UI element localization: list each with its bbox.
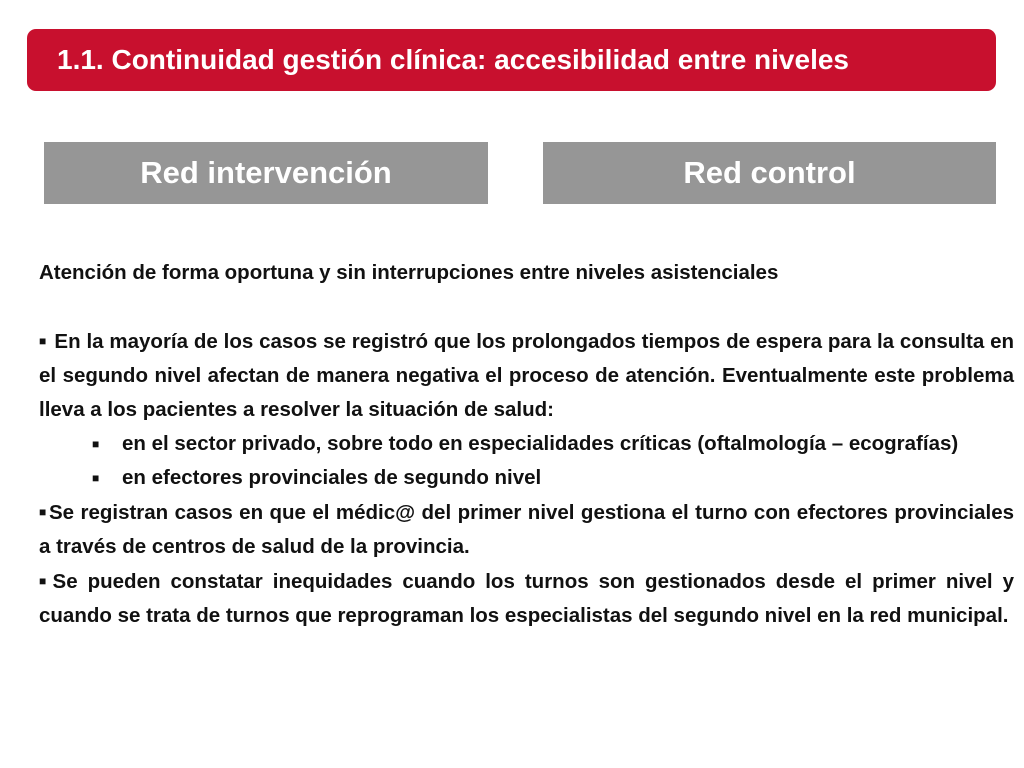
square-bullet-icon: ■ — [92, 471, 100, 485]
square-bullet-icon: ■ — [39, 505, 47, 519]
square-bullet-icon: ■ — [92, 437, 100, 451]
paragraph-3 — [39, 564, 1014, 633]
paragraph-3-text: Se pueden constatar inequidades cuando los turnos son gestionados desde el primer nivel y cuando se trata de turnos que reprograman los especialistas del segundo nivel en la red municipal. — [39, 570, 1015, 627]
sub-item-1-text: en el sector privado, sobre todo en especialidades críticas (oftalmología – ecografías) — [122, 432, 959, 455]
tab-red-intervencion[interactable]: Red intervención — [44, 142, 488, 204]
square-bullet-icon: ■ — [39, 334, 47, 348]
sub-item-2 — [39, 461, 1014, 495]
sub-item-1 — [39, 427, 1014, 461]
section-heading: Atención de forma oportuna y sin interrupciones entre niveles asistenciales — [39, 261, 779, 284]
paragraph-2-text: Se registran casos en que el médic@ del primer nivel gestiona el turno con efectores provinciales a través de centros de salud de la provincia. — [39, 501, 1015, 558]
page-title: 1.1. Continuidad gestión clínica: accesibilidad entre niveles — [57, 44, 849, 75]
title-bar — [27, 29, 996, 91]
paragraph-2 — [39, 495, 1014, 564]
content-body — [39, 256, 1014, 633]
square-bullet-icon: ■ — [39, 574, 51, 588]
tab-red-control[interactable]: Red control — [543, 142, 996, 204]
paragraph-1 — [39, 324, 1014, 427]
sub-item-2-text: en efectores provinciales de segundo nivel — [122, 466, 542, 489]
paragraph-1-text: En la mayoría de los casos se registró que los prolongados tiempos de espera para la consulta en el segundo nivel afectan de manera negativa el proceso de atención. Eventualmente este problema lleva a los pacientes a resolver la situación de salud: — [39, 330, 1014, 421]
